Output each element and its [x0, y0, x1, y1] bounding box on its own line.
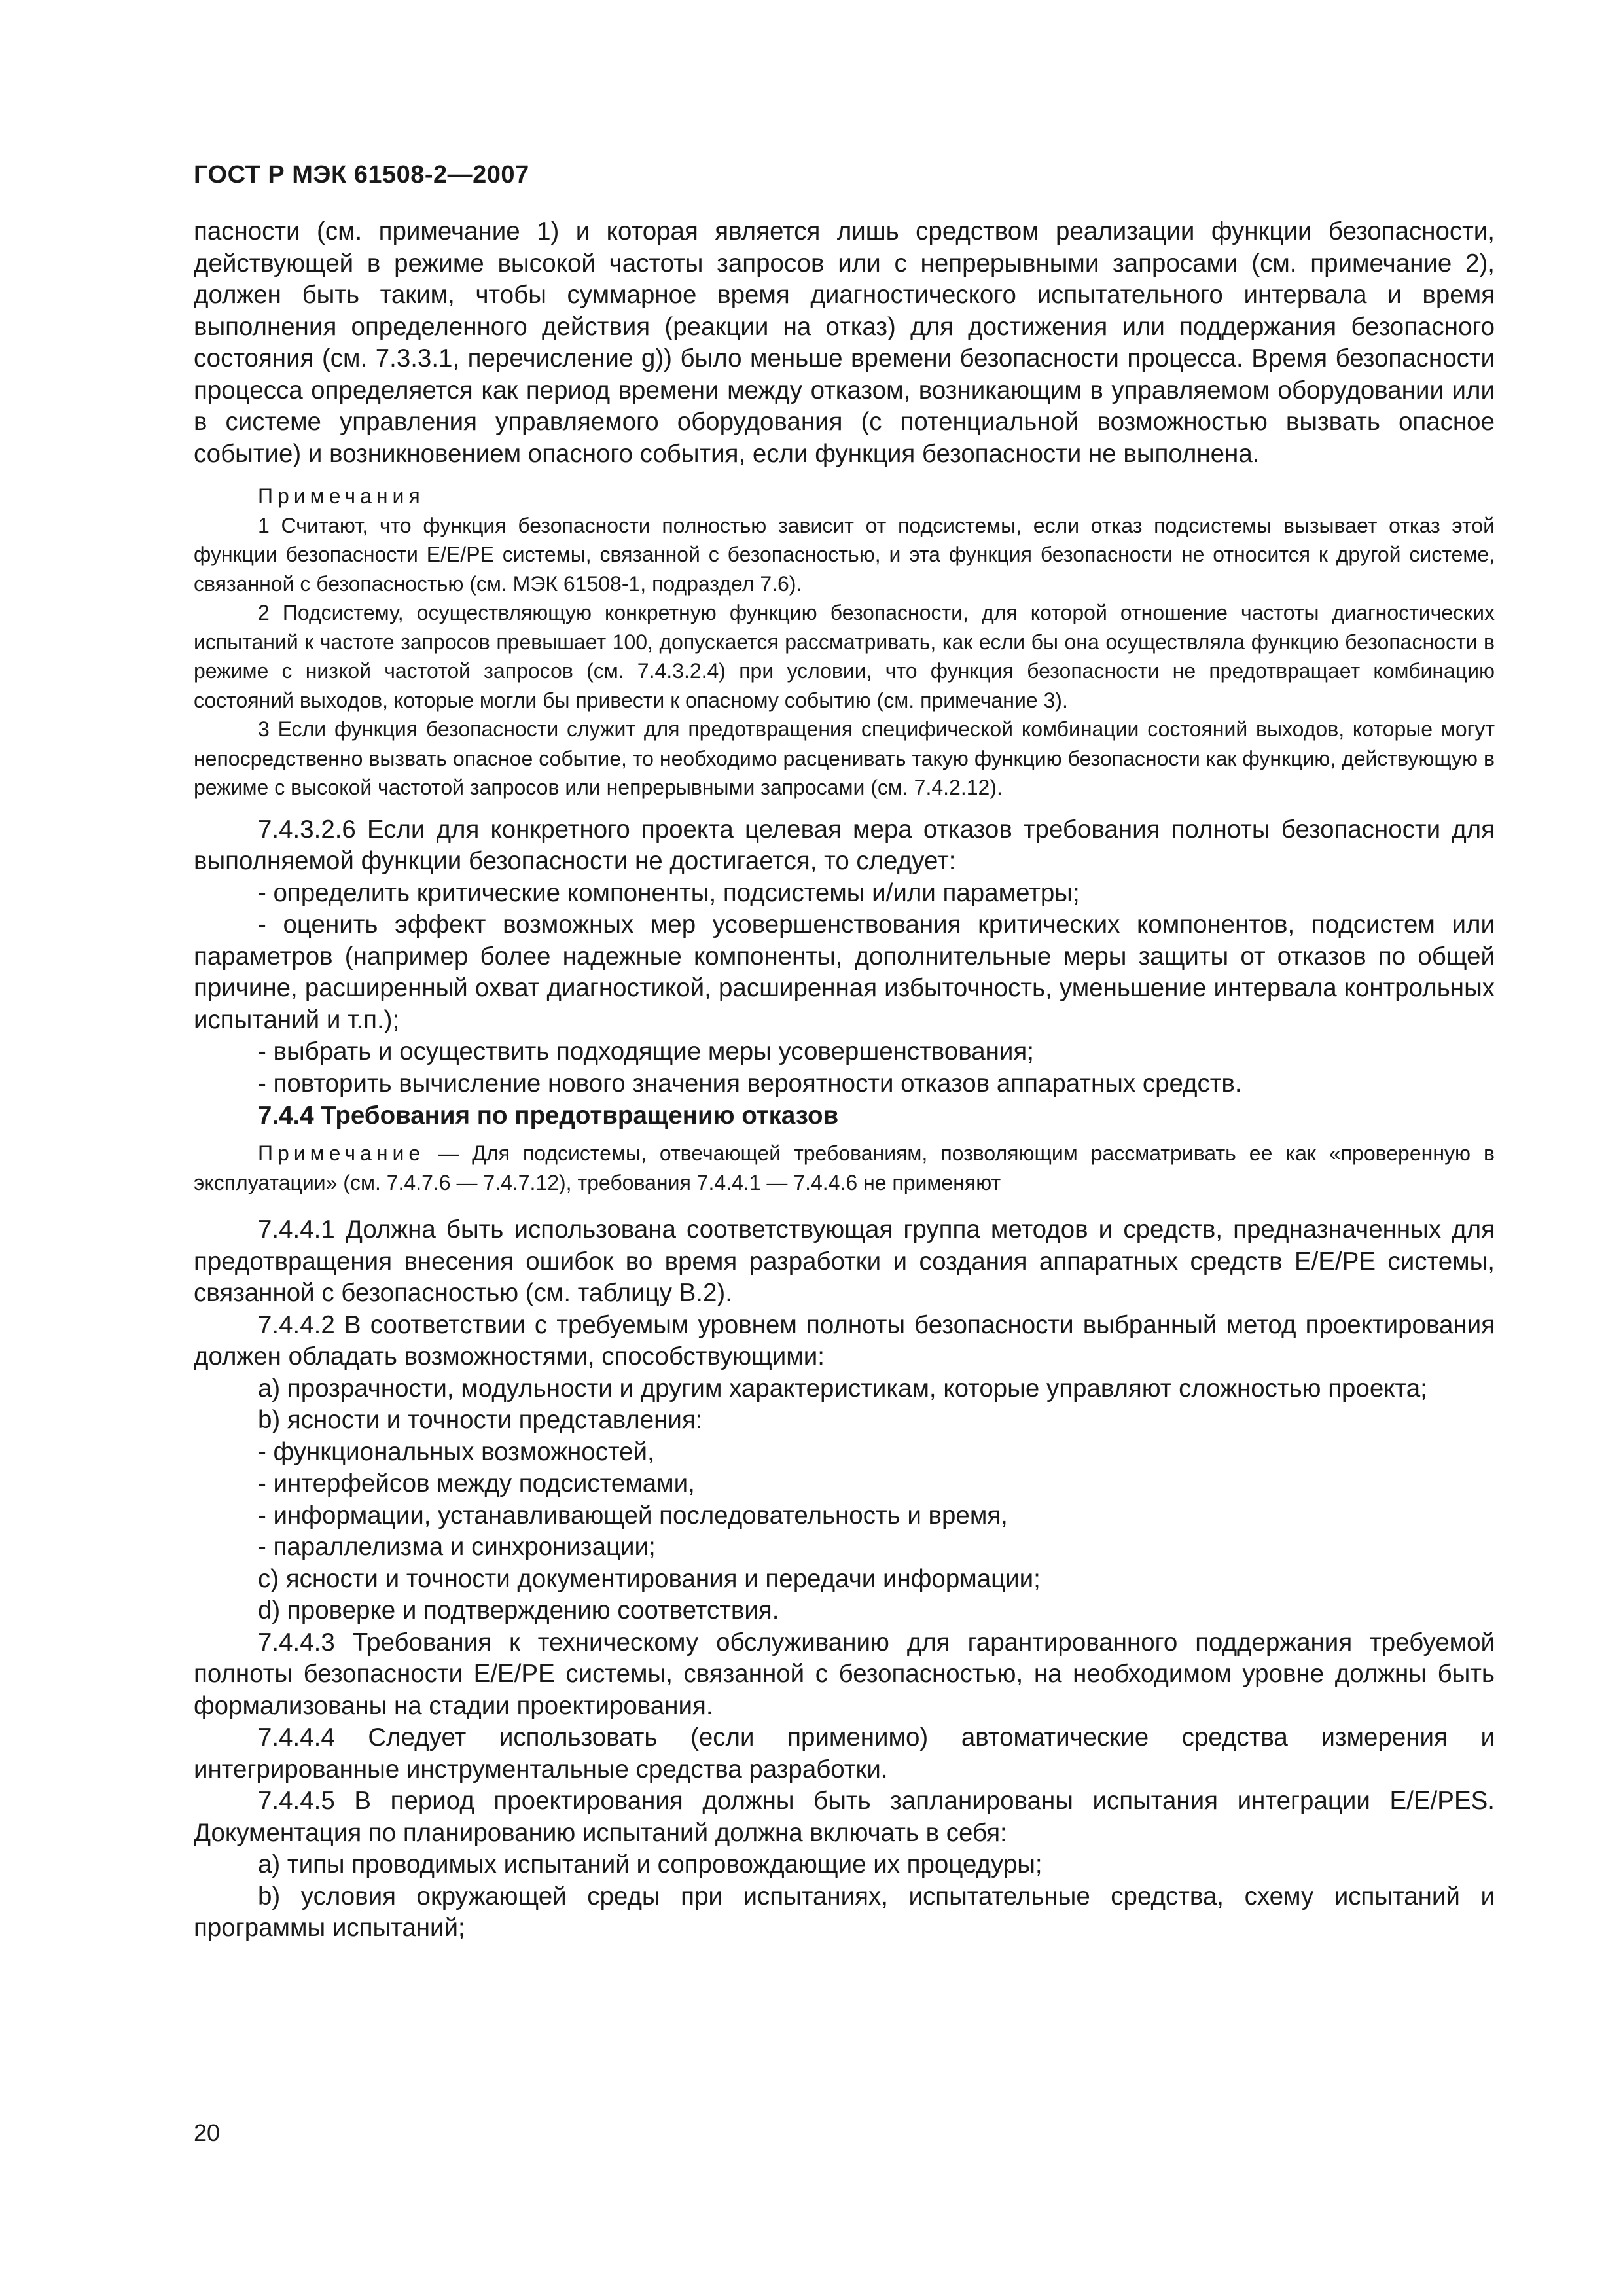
document-header: ГОСТ Р МЭК 61508-2—2007	[194, 161, 529, 188]
list-item: - определить критические компоненты, подсистемы и/или параметры;	[258, 878, 1080, 907]
list-item: - выбрать и осуществить подходящие меры усовершенствования;	[258, 1037, 1034, 1066]
note-text: — Для подсистемы, отвечающей требованиям, позволяющим рассматривать ее как «проверенную в эксплуатации» (см. 7.4.7.6 — 7.4.7.12), требования 7.4.4.1 — 7.4.4.6 не применяют	[194, 1141, 1495, 1194]
list-item: - функциональных возможностей,	[258, 1437, 654, 1466]
list-item: - интерфейсов между подсистемами,	[258, 1469, 695, 1498]
list-item: c) ясности и точности документирования и передачи информации;	[258, 1564, 1041, 1593]
list-item: - повторить вычисление нового значения вероятности отказов аппаратных средств.	[258, 1069, 1242, 1098]
list-item: d) проверке и подтверждению соответствия.	[258, 1596, 779, 1624]
note-1: 1 Считают, что функция безопасности полностью зависит от подсистемы, если отказ подсистемы вызывает отказ этой функции безопасности E/E/PE системы, связанной с безопасностью, и эта функция безопасности не относится к другой системе, связанной с безопасностью (см. МЭК 61508-1, подраздел 7.6).	[194, 513, 1495, 596]
clause-7-4-4-2: 7.4.4.2 В соответствии с требуемым уровнем полноты безопасности выбранный метод проектирования должен обладать возможностями, способствующими:	[194, 1310, 1495, 1371]
clause-7-4-4-4: 7.4.4.4 Следует использовать (если применимо) автоматические средства измерения и интегрированные инструментальные средства разработки.	[194, 1723, 1495, 1784]
list-item: - информации, устанавливающей последовательность и время,	[258, 1501, 1008, 1530]
notes-heading: Примечания	[258, 484, 425, 508]
clause-7-4-3-2-6: 7.4.3.2.6 Если для конкретного проекта целевая мера отказов требования полноты безопасности для выполняемой функции безопасности не достигается, то следует:	[194, 815, 1495, 875]
list-item: a) типы проводимых испытаний и сопровождающие их процедуры;	[258, 1850, 1043, 1878]
list-item: - оценить эффект возможных мер усовершенствования критических компонентов, подсистем или параметров (например более надежные компоненты, дополнительные меры защиты от отказов по общей причине, расширенный охват диагностикой, расширенная избыточность, уменьшение интервала контрольных испытаний и т.п.);	[194, 910, 1495, 1034]
note-label: Примечание	[258, 1141, 425, 1165]
section-heading-7-4-4: 7.4.4 Требования по предотвращению отказов	[258, 1102, 839, 1130]
list-item: a) прозрачности, модульности и другим характеристикам, которые управляют сложностью проекта;	[258, 1374, 1427, 1403]
page-content	[194, 216, 1495, 1945]
note-2: 2 Подсистему, осуществляющую конкретную функцию безопасности, для которой отношение частоты диагностических испытаний к частоте запросов превышает 100, допускается рассматривать, как если бы она осуществляла функцию безопасности в режиме с низкой частотой запросов (см. 7.4.3.2.4) при условии, что функция безопасности не предотвращает комбинацию состояний выходов, которые могли бы привести к опасному событию (см. примечание 3).	[194, 601, 1495, 712]
list-item: b) условия окружающей среды при испытаниях, испытательные средства, схему испытаний и программы испытаний;	[194, 1882, 1495, 1942]
list-item: b) ясности и точности представления:	[258, 1406, 703, 1434]
clause-7-4-4-5: 7.4.4.5 В период проектирования должны быть запланированы испытания интеграции E/E/PES. Документация по планированию испытаний должна включать в себя:	[194, 1787, 1495, 1847]
intro-paragraph: пасности (см. примечание 1) и которая является лишь средством реализации функции безопасности, действующей в режиме высокой частоты запросов или с непрерывными запросами (см. примечание 2), должен быть таким, чтобы суммарное время диагностического испытательного интервала и время выполнения определенного действия (реакции на отказ) для достижения или поддержания безопасного состояния (см. 7.3.3.1, перечисление g)) было меньше времени безопасности процесса. Время безопасности процесса определяется как период времени между отказом, возникающим в управляемом оборудовании или в системе управления управляемого оборудования (с потенциальной возможностью вызвать опасное событие) и возникновением опасного события, если функция безопасности не выполнена.	[194, 217, 1495, 468]
list-item: - параллелизма и синхронизации;	[258, 1533, 656, 1561]
section-note	[194, 1139, 1495, 1197]
page-number: 20	[194, 2119, 221, 2146]
note-3: 3 Если функция безопасности служит для предотвращения специфической комбинации состояний выходов, которые могут непосредственно вызвать опасное событие, то необходимо расценивать такую функцию безопасности как функцию, действующую в режиме с высокой частотой запросов или непрерывными запросами (см. 7.4.2.12).	[194, 717, 1495, 799]
clause-7-4-4-1: 7.4.4.1 Должна быть использована соответствующая группа методов и средств, предназначенных для предотвращения внесения ошибок во время разработки и создания аппаратных средств E/E/PE системы, связанной с безопасностью (см. таблицу В.2).	[194, 1215, 1495, 1307]
clause-7-4-4-3: 7.4.4.3 Требования к техническому обслуживанию для гарантированного поддержания требуемой полноты безопасности E/E/PE системы, связанной с безопасностью, на необходимом уровне должны быть формализованы на стадии проектирования.	[194, 1628, 1495, 1720]
